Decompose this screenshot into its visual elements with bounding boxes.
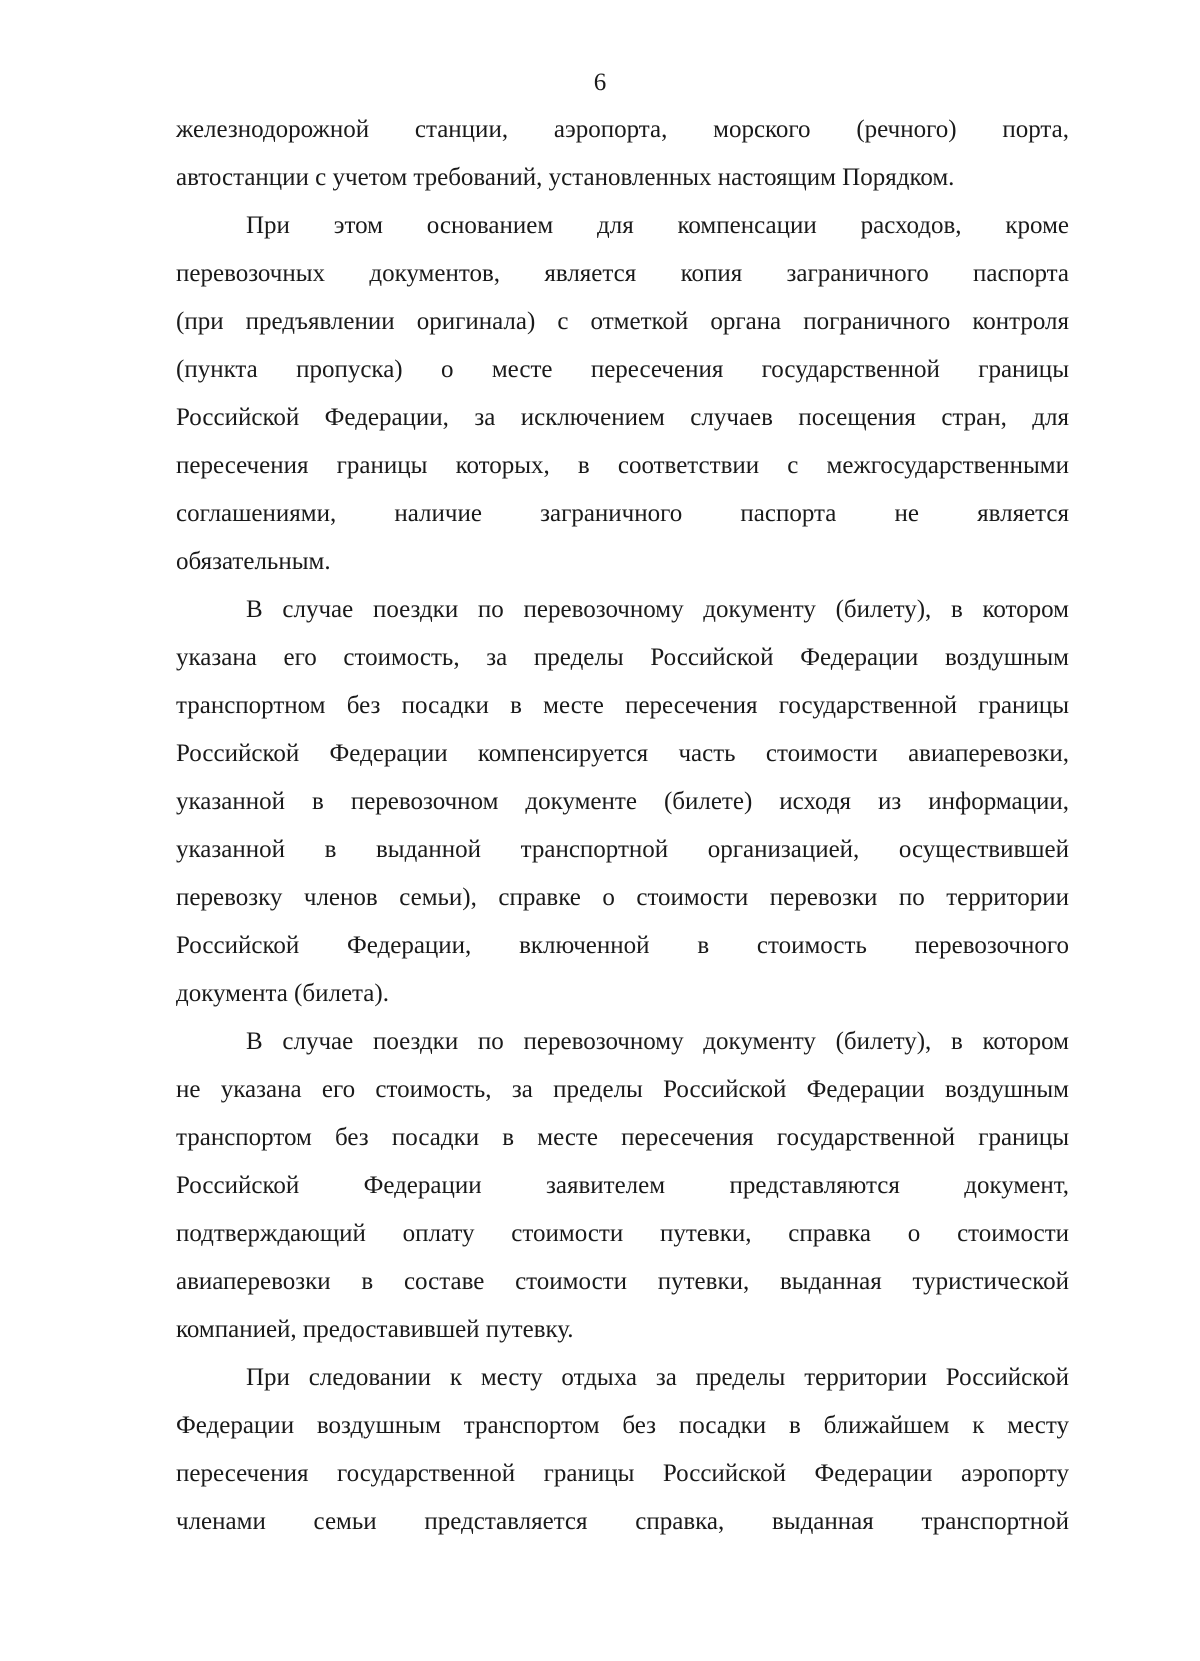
paragraph-line: автостанции с учетом требований, установленных настоящим Порядком. [176, 164, 955, 191]
paragraph [176, 1018, 1069, 1354]
paragraph-line: указанной в выданной транспортной организацией, осуществившей [176, 836, 1069, 863]
paragraph-line: указана его стоимость, за пределы Российской Федерации воздушным [176, 644, 1069, 671]
paragraph-line: авиаперевозки в составе стоимости путевки, выданная туристической [176, 1268, 1069, 1295]
paragraph-line: перевозку членов семьи), справке о стоимости перевозки по территории [176, 884, 1069, 911]
paragraph-line: При следовании к месту отдыха за пределы территории Российской [246, 1364, 1069, 1391]
paragraph-line: членами семьи представляется справка, выданная транспортной [176, 1508, 1069, 1535]
paragraph-line: железнодорожной станции, аэропорта, морского (речного) порта, [176, 116, 1069, 143]
paragraph-line: пересечения границы которых, в соответствии с межгосударственными [176, 452, 1069, 479]
paragraph [176, 202, 1069, 586]
paragraph-line: При этом основанием для компенсации расходов, кроме [246, 212, 1069, 239]
paragraph-line: Российской Федерации, за исключением случаев посещения стран, для [176, 404, 1069, 431]
paragraph-line: компанией, предоставившей путевку. [176, 1316, 574, 1343]
paragraph-line: соглашениями, наличие заграничного паспорта не является [176, 500, 1069, 527]
page-number: 6 [593, 69, 607, 96]
paragraph-line: документа (билета). [176, 980, 389, 1007]
paragraph-line: Федерации воздушным транспортом без посадки в ближайшем к месту [176, 1412, 1069, 1439]
paragraph [176, 106, 1069, 202]
paragraph [176, 1354, 1069, 1546]
paragraph-line: транспортном без посадки в месте пересечения государственной границы [176, 692, 1069, 719]
paragraph-line: В случае поездки по перевозочному документу (билету), в котором [246, 1028, 1069, 1055]
paragraph-line: указанной в перевозочном документе (билете) исходя из информации, [176, 788, 1069, 815]
paragraph-line: обязательным. [176, 548, 331, 575]
paragraph [176, 586, 1069, 1018]
paragraph-line: (пункта пропуска) о месте пересечения государственной границы [176, 356, 1069, 383]
paragraph-line: В случае поездки по перевозочному документу (билету), в котором [246, 596, 1069, 623]
paragraph-line: пересечения государственной границы Российской Федерации аэропорту [176, 1460, 1069, 1487]
paragraph-line: не указана его стоимость, за пределы Российской Федерации воздушным [176, 1076, 1069, 1103]
paragraph-line: Российской Федерации компенсируется часть стоимости авиаперевозки, [176, 740, 1069, 767]
paragraph-line: подтверждающий оплату стоимости путевки, справка о стоимости [176, 1220, 1069, 1247]
paragraph-line: транспортом без посадки в месте пересечения государственной границы [176, 1124, 1069, 1151]
paragraph-line: (при предъявлении оригинала) с отметкой органа пограничного контроля [176, 308, 1069, 335]
paragraph-line: перевозочных документов, является копия заграничного паспорта [176, 260, 1069, 287]
paragraph-line: Российской Федерации, включенной в стоимость перевозочного [176, 932, 1069, 959]
document-body [176, 106, 1069, 1546]
paragraph-line: Российской Федерации заявителем представляются документ, [176, 1172, 1069, 1199]
